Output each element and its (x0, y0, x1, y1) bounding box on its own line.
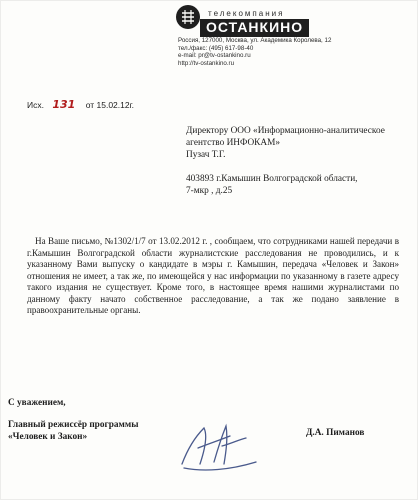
addressee-line-1: Директору ООО «Информационно-аналитическое (186, 126, 385, 136)
company-label: телекомпания (208, 9, 285, 18)
letter-body: На Ваше письмо, №1302/1/7 от 13.02.2012 г. , сообщаем, что сотрудниками нашей передачи в г.Камышин Волгоградской области журналистские расследования не проводились, и к указанному Вами выпуску о кандидате в мэры г. Камышин, передача «Человек и Закон» отношения не имеет, а так же, по имеющейся у нас информации по указанному в газете адресу такого издания не существует. Кроме того, в настоящее время нашими журналистами по данному факту начато собственное расследование, а так же подано заявление в правоохранительные органы. (27, 236, 399, 315)
letterhead-phone: тел./факс: (495) 617-98-40 (178, 44, 254, 52)
letterhead-email: e-mail: pr@tv-ostankino.ru (178, 52, 251, 60)
addressee-line-2: агентство ИНФОКАМ» (186, 138, 281, 148)
addressee-line-5: 7-мкр , д.25 (186, 186, 233, 196)
addressee-line-3: Пузач Т.Г. (186, 150, 226, 160)
ostankino-logo-icon (175, 4, 201, 30)
reference-date-label: от (85, 100, 95, 110)
reference-line (27, 98, 134, 111)
closing-regards: С уважением, (8, 398, 66, 408)
reference-label: Исх. (27, 100, 44, 110)
company-name: ОСТАНКИНО (206, 19, 304, 35)
company-name-band (200, 19, 309, 37)
signatory-title-line-1: Главный режиссёр программы (8, 420, 139, 430)
signatory-title-line-2: «Человек и Закон» (8, 432, 88, 442)
reference-number: 131 (52, 98, 76, 111)
letterhead-website: http://tv-ostankino.ru (178, 59, 235, 67)
signatory-title (8, 419, 138, 443)
signatory-name: Д.А. Пиманов (306, 428, 365, 438)
addressee-line-4: 403893 г.Камышин Волгоградской области, (186, 174, 358, 184)
letterhead-address: Россия, 127000, Москва, ул. Академика Королева, 12 (178, 37, 332, 44)
addressee-gap (186, 161, 408, 173)
handwritten-signature (174, 418, 262, 476)
letterhead-contacts (178, 37, 331, 67)
addressee-block (186, 125, 408, 197)
reference-date: 15.02.12г. (96, 100, 135, 110)
